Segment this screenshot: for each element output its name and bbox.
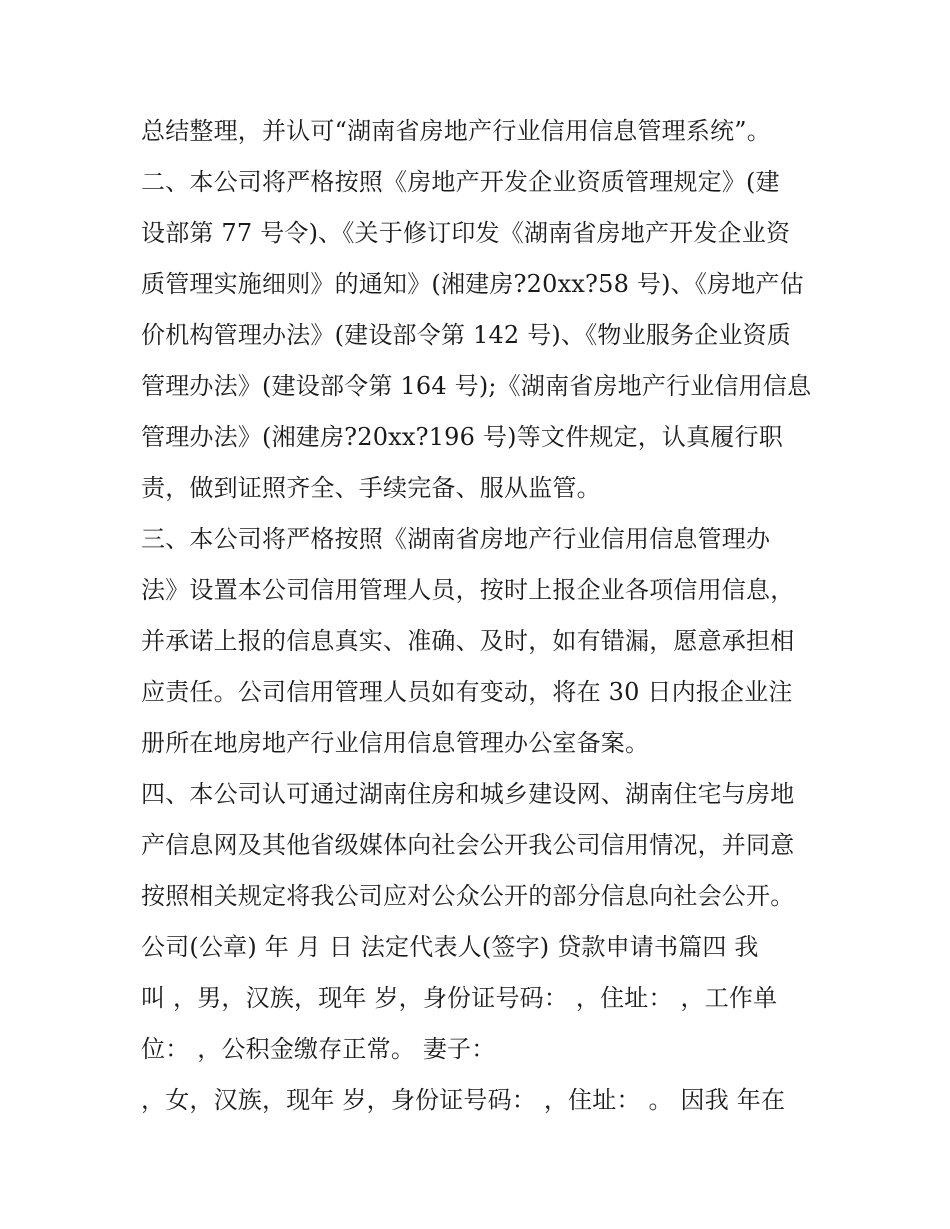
text-line: 并承诺上报的信息真实、准确、及时，如有错漏，愿意承担相 bbox=[141, 627, 795, 655]
text-line: 设部第 77 号令)、《关于修订印发《湖南省房地产开发企业资 bbox=[141, 219, 791, 247]
text-line: ，女，汉族，现年 岁，身份证号码： ，住址： 。 因我 年在 bbox=[141, 1086, 786, 1114]
text-line: 四、本公司认可通过湖南住房和城乡建设网、湖南住宅与房地 bbox=[141, 780, 795, 808]
text-line: 管理办法》(湘建房?20xx?196 号)等文件规定，认真履行职 bbox=[141, 423, 783, 451]
text-line: 法》设置本公司信用管理人员，按时上报企业各项信用信息， bbox=[141, 576, 795, 604]
text-line: 公司(公章) 年 月 日 法定代表人(签字) 贷款申请书篇四 我 bbox=[141, 933, 759, 961]
text-line: 价机构管理办法》(建设部令第 142 号)、《物业服务企业资质 bbox=[141, 321, 791, 349]
text-line: 责，做到证照齐全、手续完备、服从监管。 bbox=[141, 474, 601, 502]
text-line: 三、本公司将严格按照《湖南省房地产行业信用信息管理办 bbox=[141, 525, 771, 553]
document-body bbox=[141, 106, 831, 1126]
text-line: 册所在地房地产行业信用信息管理办公室备案。 bbox=[141, 729, 650, 757]
text-line: 位： ，公积金缴存正常。 妻子： bbox=[141, 1035, 496, 1063]
text-line: 质管理实施细则》的通知》(湘建房?20xx?58 号)、《房地产估 bbox=[141, 270, 804, 298]
text-line: 产信息网及其他省级媒体向社会公开我公司信用情况，并同意 bbox=[141, 831, 795, 859]
text-line: 叫 ，男，汉族，现年 岁，身份证号码： ，住址： ，工作单 bbox=[141, 984, 778, 1012]
text-line: 二、本公司将严格按照《房地产开发企业资质管理规定》(建 bbox=[141, 168, 780, 196]
text-line: 按照相关规定将我公司应对公众公开的部分信息向社会公开。 bbox=[141, 882, 795, 910]
text-line: 总结整理，并认可“湖南省房地产行业信用信息管理系统”。 bbox=[141, 117, 771, 145]
text-line: 应责任。公司信用管理人员如有变动，将在 30 日内报企业注 bbox=[141, 678, 793, 706]
text-line: 管理办法》(建设部令第 164 号);《湖南省房地产行业信用信息 bbox=[141, 372, 812, 400]
